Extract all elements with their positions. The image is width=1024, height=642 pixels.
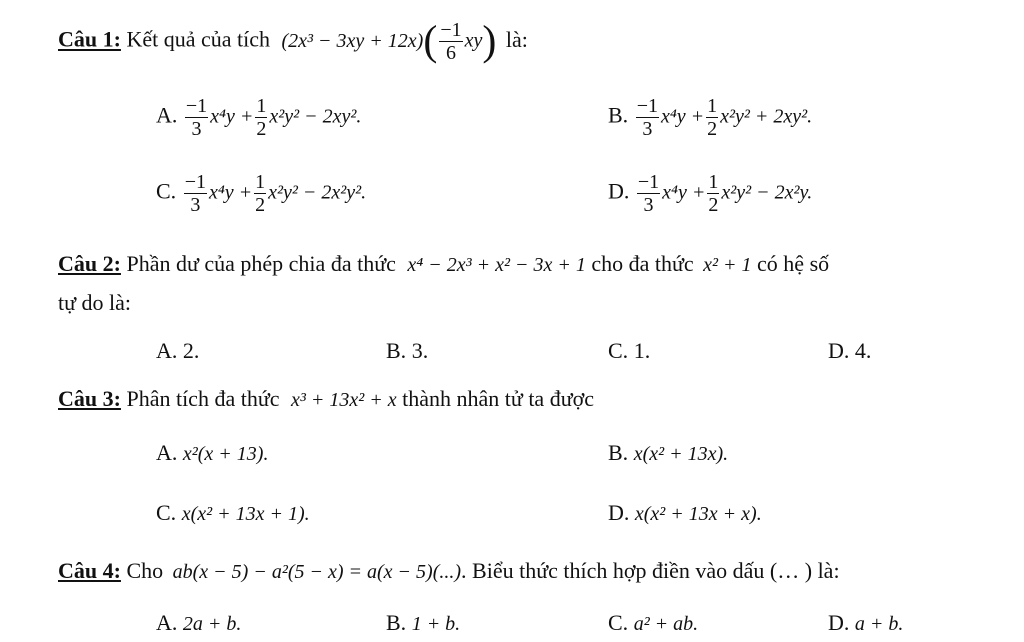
question-4-text-1: Cho (126, 558, 164, 583)
option-letter: D. (608, 178, 630, 204)
fraction-numerator: −1 (184, 171, 206, 193)
question-2-text-2: cho đa thức (591, 251, 694, 276)
fraction-denominator: 3 (643, 194, 654, 216)
fraction-denominator: 2 (708, 194, 719, 216)
option-letter: C. (156, 500, 177, 525)
fraction-numerator: −1 (185, 95, 208, 117)
question-1-text-after: là: (505, 26, 528, 52)
question-4-text-2: . Biểu thức thích hợp điền vào dấu (… ) là: (461, 558, 840, 583)
option-value: x(x² + 13x + x). (634, 503, 762, 525)
option-term-1: x⁴y + (208, 181, 253, 204)
q1-option-d[interactable] (608, 172, 812, 215)
question-3 (58, 388, 594, 410)
option-letter: D. (608, 500, 630, 525)
q2-option-d[interactable] (828, 338, 871, 364)
fraction-numerator: 1 (708, 171, 719, 193)
question-3-text-2: thành nhân tử ta được (402, 386, 595, 411)
question-3-label: Câu 3: (58, 386, 121, 411)
fraction-numerator: −1 (636, 95, 658, 117)
q3-option-d[interactable] (608, 500, 762, 526)
option-term-1: x⁴y + (210, 105, 254, 128)
option-value: 1. (633, 338, 651, 363)
fraction-denominator: 3 (642, 118, 653, 140)
option-fraction-1 (636, 96, 659, 139)
question-4 (58, 560, 840, 582)
option-fraction-2 (254, 172, 266, 215)
option-term-2: x²y² − 2x²y². (268, 181, 367, 204)
option-letter: D. (828, 338, 850, 363)
question-2-divisor: x² + 1 (703, 254, 752, 276)
question-4-label: Câu 4: (58, 558, 121, 583)
option-term-2: x²y² − 2xy². (269, 105, 362, 128)
question-2-label: Câu 2: (58, 251, 121, 276)
fraction-denominator: 2 (255, 194, 266, 216)
option-letter: A. (156, 610, 178, 635)
fraction-numerator: −1 (637, 171, 660, 193)
option-value: 3. (411, 338, 429, 363)
fraction-denominator: 3 (190, 194, 201, 216)
option-fraction-1 (637, 172, 660, 215)
option-fraction-1 (185, 96, 208, 139)
question-4-expression: ab(x − 5) − a²(5 − x) = a(x − 5)(...) (172, 561, 462, 583)
question-2-text-1: Phần dư của phép chia đa thức (126, 251, 396, 276)
option-term-2: x²y² + 2xy². (720, 105, 813, 128)
option-letter: D. (828, 610, 850, 635)
option-fraction-2 (255, 96, 267, 139)
q4-option-c[interactable] (608, 610, 698, 636)
q1-option-a[interactable] (156, 96, 361, 139)
question-2 (58, 253, 829, 275)
question-1 (58, 20, 528, 63)
option-letter: A. (156, 338, 178, 363)
option-letter: B. (608, 102, 629, 128)
option-fraction-1 (184, 172, 207, 215)
q2-option-c[interactable] (608, 338, 650, 364)
fraction-numerator: 1 (255, 171, 266, 193)
option-value: 2a + b. (182, 613, 242, 635)
q2-option-a[interactable] (156, 338, 199, 364)
fraction-numerator: 1 (707, 95, 718, 117)
option-value: a² + ab. (633, 613, 699, 635)
option-term-1: x⁴y + (662, 181, 706, 204)
option-term-2: x²y² − 2x²y. (721, 181, 813, 204)
question-3-polynomial: x³ + 13x² + x (291, 389, 397, 411)
question-3-text-1: Phân tích đa thức (126, 386, 280, 411)
q2-option-b[interactable] (386, 338, 428, 364)
fraction-denominator: 2 (256, 118, 267, 140)
option-fraction-2 (707, 172, 719, 215)
q1-option-c[interactable] (156, 172, 366, 215)
q4-option-b[interactable] (386, 610, 460, 636)
question-1-factor2-var: xy (464, 29, 483, 52)
fraction-denominator: 6 (445, 42, 456, 64)
option-letter: A. (156, 440, 178, 465)
option-letter: A. (156, 102, 178, 128)
fraction-numerator: −1 (440, 19, 462, 41)
fraction-numerator: 1 (256, 95, 267, 117)
question-2-text-3: có hệ số (757, 251, 830, 276)
question-1-label: Câu 1: (58, 26, 121, 52)
q4-option-a[interactable] (156, 610, 241, 636)
question-1-factor1: (2x³ − 3xy + 12x) (281, 29, 424, 52)
option-value: a + b. (854, 613, 904, 635)
q4-option-d[interactable] (828, 610, 903, 636)
option-value: x(x² + 13x). (633, 443, 729, 465)
option-letter: C. (156, 178, 177, 204)
q3-option-a[interactable] (156, 440, 268, 466)
option-letter: C. (608, 610, 629, 635)
option-value: x(x² + 13x + 1). (181, 503, 310, 525)
option-letter: B. (386, 610, 407, 635)
paren-open: ( (423, 18, 438, 65)
question-1-fraction (439, 20, 462, 63)
option-term-1: x⁴y + (660, 105, 705, 128)
question-1-text: Kết quả của tích (126, 26, 271, 52)
option-letter: C. (608, 338, 629, 363)
option-value: 2. (182, 338, 200, 363)
fraction-denominator: 2 (707, 118, 718, 140)
option-letter: B. (608, 440, 629, 465)
q1-option-b[interactable] (608, 96, 812, 139)
option-value: 1 + b. (411, 613, 461, 635)
paren-close: ) (482, 18, 497, 65)
option-value: x²(x + 13). (182, 443, 269, 465)
question-2-continued: tự do là: (58, 290, 132, 315)
question-2-dividend: x⁴ − 2x³ + x² − 3x + 1 (407, 254, 586, 276)
q3-option-b[interactable] (608, 440, 728, 466)
option-fraction-2 (706, 96, 718, 139)
q3-option-c[interactable] (156, 500, 310, 526)
option-letter: B. (386, 338, 407, 363)
fraction-denominator: 3 (191, 118, 202, 140)
option-value: 4. (854, 338, 872, 363)
